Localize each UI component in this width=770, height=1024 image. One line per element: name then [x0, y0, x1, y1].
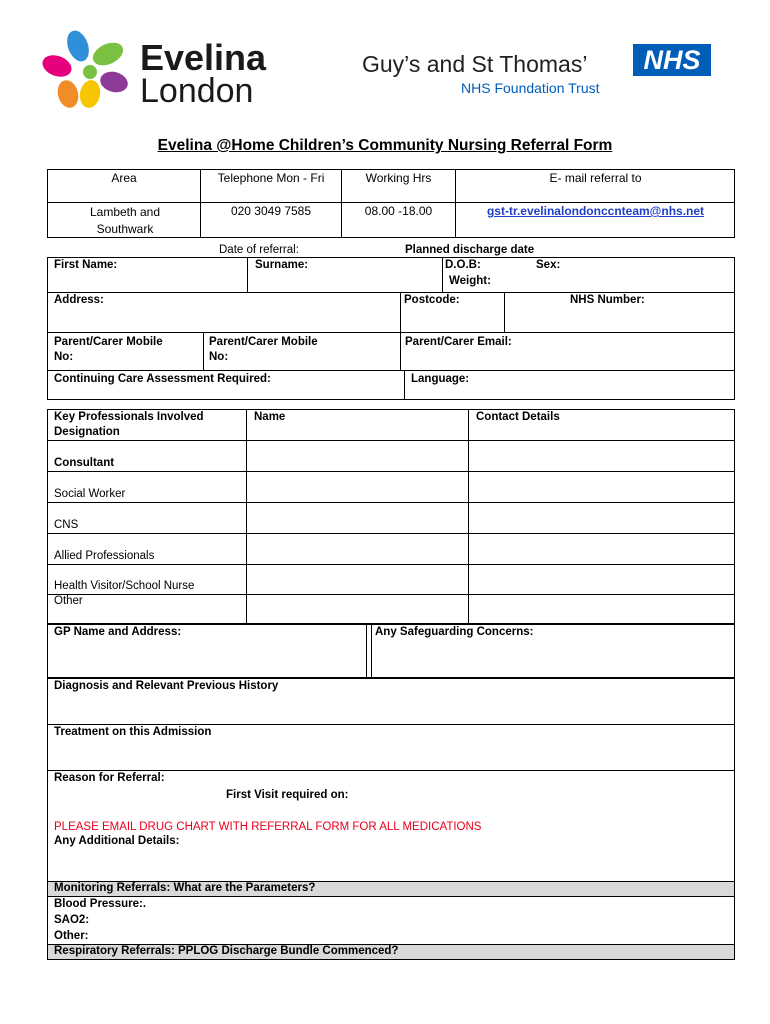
postcode-label: Postcode: — [404, 294, 460, 306]
header-area: Area — [111, 171, 137, 185]
cns-label: CNS — [54, 519, 79, 531]
form-title: Evelina @Home Children’s Community Nursing Referral Form — [157, 137, 613, 154]
other-professional-label: Other — [54, 595, 83, 607]
gp-name-label: GP Name and Address: — [54, 626, 182, 638]
first-name-label: First Name: — [54, 259, 118, 271]
diagnosis-label: Diagnosis and Relevant Previous History — [54, 680, 279, 692]
nhs-number-label: NHS Number: — [570, 294, 645, 306]
sao2-label: SAO2: — [54, 914, 90, 926]
blood-pressure-label: Blood Pressure:. — [54, 898, 147, 910]
monitoring-label: Monitoring Referrals: What are the Parameters? — [54, 882, 316, 894]
header-working-hrs: Working Hrs — [365, 171, 432, 185]
nhs-badge: NHS — [633, 44, 711, 76]
surname-label: Surname: — [255, 259, 309, 271]
safeguarding-label: Any Safeguarding Concerns: — [375, 626, 534, 638]
consultant-label: Consultant — [54, 457, 115, 469]
brand-evelina: Evelina — [140, 37, 267, 78]
designation-header: Key Professionals Involved Designation — [54, 411, 204, 438]
cell-working-hrs: 08.00 -18.00 — [364, 204, 433, 218]
sex-label: Sex: — [536, 259, 561, 271]
header-telephone: Telephone Mon - Fri — [217, 171, 325, 185]
address-label: Address: — [54, 294, 104, 306]
treatment-label: Treatment on this Admission — [54, 726, 212, 738]
health-visitor-label: Health Visitor/School Nurse — [54, 580, 195, 592]
first-visit-label: First Visit required on: — [226, 789, 349, 801]
date-of-referral-label: Date of referral: — [219, 244, 299, 256]
brand-london: London — [140, 72, 254, 110]
respiratory-label: Respiratory Referrals: PPLOG Discharge Bundle Commenced? — [54, 945, 399, 957]
parent-mobile-1-label: Parent/Carer Mobile No: — [54, 336, 163, 363]
planned-discharge-label: Planned discharge date — [405, 244, 535, 256]
cell-telephone: 020 3049 7585 — [230, 204, 312, 218]
continuing-care-label: Continuing Care Assessment Required: — [54, 373, 271, 385]
drug-chart-notice: PLEASE EMAIL DRUG CHART WITH REFERRAL FORM FOR ALL MEDICATIONS — [54, 821, 482, 833]
parent-email-label: Parent/Carer Email: — [405, 336, 512, 348]
social-worker-label: Social Worker — [54, 488, 126, 500]
evelina-petals-logo — [40, 24, 135, 114]
additional-details-label: Any Additional Details: — [54, 835, 180, 847]
parent-mobile-2-label: Parent/Carer Mobile No: — [209, 336, 318, 363]
trust-subtitle: NHS Foundation Trust — [461, 80, 600, 96]
header-email: E- mail referral to — [549, 171, 642, 185]
reason-label: Reason for Referral: — [54, 772, 165, 784]
name-header: Name — [254, 411, 286, 423]
email-link[interactable]: gst-tr.evelinalondonccnteam@nhs.net — [486, 204, 705, 218]
monitoring-box — [47, 897, 735, 944]
cell-area: Lambeth and Southwark — [89, 205, 161, 236]
language-label: Language: — [411, 373, 470, 385]
trust-name: Guy’s and St Thomas’ — [362, 51, 588, 77]
other-parameter-label: Other: — [54, 930, 89, 942]
weight-label: Weight: — [449, 275, 491, 287]
contact-header: Contact Details — [476, 411, 560, 423]
allied-label: Allied Professionals — [54, 550, 155, 562]
dob-label: D.O.B: — [445, 259, 481, 271]
